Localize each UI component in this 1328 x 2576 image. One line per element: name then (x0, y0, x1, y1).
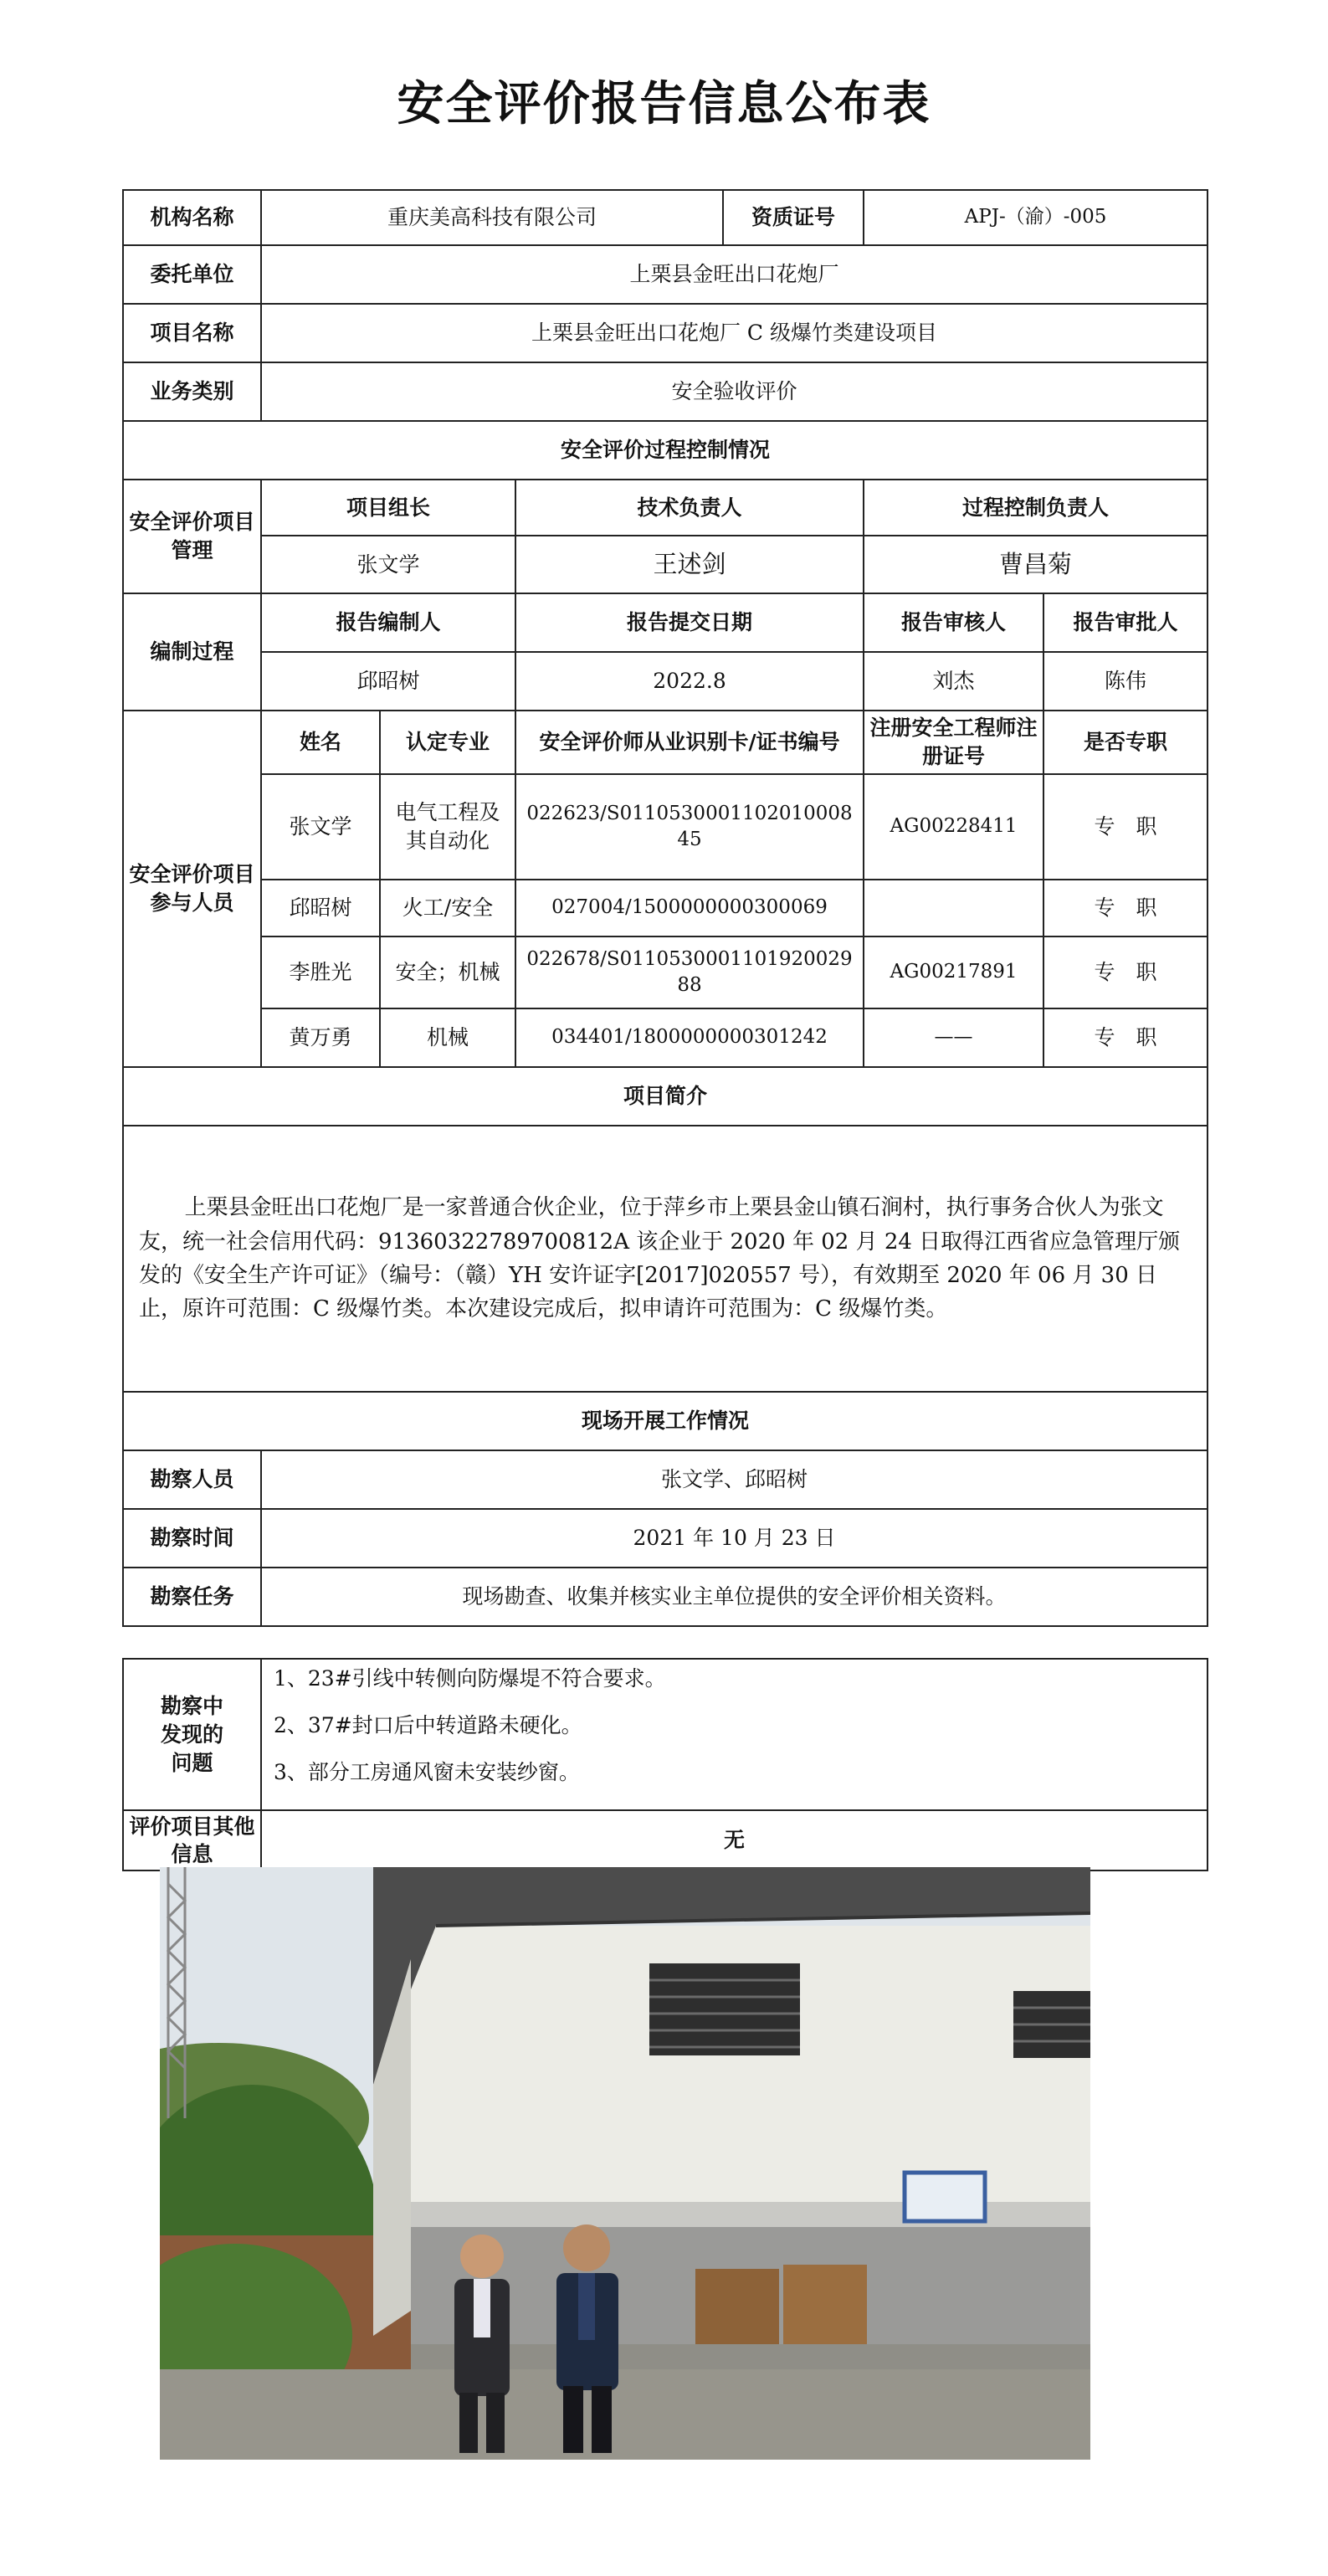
client-label: 委托单位 (123, 245, 261, 304)
table-row (123, 880, 1208, 936)
member-reg: —— (864, 1008, 1043, 1067)
approver: 陈伟 (1043, 652, 1208, 711)
member-reg (864, 880, 1043, 936)
table-row (123, 774, 1208, 880)
other-info-label: 评价项目其他信息 (123, 1810, 261, 1870)
member-fulltime-header: 是否专职 (1043, 711, 1208, 774)
member-name: 黄万勇 (261, 1008, 380, 1067)
member-card: 027004/1500000000300069 (515, 880, 864, 936)
member-reg: AG00217891 (864, 936, 1043, 1008)
member-fulltime: 专 职 (1043, 880, 1208, 936)
intro-section-heading: 项目简介 (123, 1067, 1208, 1126)
table-row (123, 1008, 1208, 1067)
member-name: 李胜光 (261, 936, 380, 1008)
issues-list (261, 1659, 1208, 1810)
member-fulltime: 专 职 (1043, 774, 1208, 880)
member-major: 安全；机械 (380, 936, 515, 1008)
project-name: 上栗县金旺出口花炮厂 C 级爆竹类建设项目 (261, 304, 1208, 362)
issues-label: 勘察中发现的问题 (123, 1659, 261, 1810)
list-item: 3、部分工房通风窗未安装纱窗。 (274, 1759, 580, 1784)
member-major-header: 认定专业 (380, 711, 515, 774)
cert-label: 资质证号 (723, 190, 864, 245)
member-fulltime: 专 职 (1043, 1008, 1208, 1067)
list-item: 2、37#封口后中转道路未硬化。 (274, 1712, 582, 1737)
process-section-heading: 安全评价过程控制情况 (123, 421, 1208, 480)
member-name-header: 姓名 (261, 711, 380, 774)
submit-date-header: 报告提交日期 (515, 593, 864, 652)
org-name: 重庆美高科技有限公司 (261, 190, 723, 245)
approver-header: 报告审批人 (1043, 593, 1208, 652)
project-label: 项目名称 (123, 304, 261, 362)
issues-table (122, 1658, 1208, 1871)
process-control-lead: 曹昌菊 (864, 536, 1208, 593)
member-major: 电气工程及其自动化 (380, 774, 515, 880)
survey-staff: 张文学、邱昭树 (261, 1450, 1208, 1509)
other-info: 无 (261, 1810, 1208, 1870)
member-name: 张文学 (261, 774, 380, 880)
member-reg: AG00228411 (864, 774, 1043, 880)
member-name: 邱昭树 (261, 880, 380, 936)
site-photo (160, 1867, 1090, 2460)
member-card-header: 安全评价师从业识别卡/证书编号 (515, 711, 864, 774)
business-label: 业务类别 (123, 362, 261, 421)
project-intro (123, 1126, 1208, 1392)
business-type: 安全验收评价 (261, 362, 1208, 421)
page-title: 安全评价报告信息公布表 (397, 77, 931, 131)
member-fulltime: 专 职 (1043, 936, 1208, 1008)
survey-time-label: 勘察时间 (123, 1509, 261, 1568)
submit-date: 2022.8 (515, 652, 864, 711)
management-label: 安全评价项目管理 (123, 480, 261, 593)
member-card: 034401/1800000000301242 (515, 1008, 864, 1067)
survey-time: 2021 年 10 月 23 日 (261, 1509, 1208, 1568)
client-name: 上栗县金旺出口花炮厂 (261, 245, 1208, 304)
table-row (123, 936, 1208, 1008)
team-leader: 张文学 (261, 536, 515, 593)
member-major: 火工/安全 (380, 880, 515, 936)
cert-number: APJ-（渝）-005 (864, 190, 1208, 245)
reviewer-header: 报告审核人 (864, 593, 1043, 652)
intro-text: 上栗县金旺出口花炮厂是一家普通合伙企业，位于萍乡市上栗县金山镇石涧村，执行事务合伙人为张文友，统一社会信用代码：91360322789700812A 该企业于 2020 年 02 月 24 日取得江西省应急管理厅颁发的《安全生产许可证》（编号：（赣）YH 安许证字[2017]020557 号），有效期至 2020 年 06 月 30 日止，原许可范围：C 级爆竹类。本次建设完成后，拟申请许可范围为：C 级爆竹类。 (139, 1195, 1181, 1322)
compiler-header: 报告编制人 (261, 593, 515, 652)
list-item: 1、23#引线中转侧向防爆堤不符合要求。 (274, 1666, 666, 1691)
info-table (122, 189, 1208, 1627)
member-card: 022623/S011053000110201000845 (515, 774, 864, 880)
tech-lead: 王述剑 (515, 536, 864, 593)
process-control-header: 过程控制负责人 (864, 480, 1208, 536)
compiler: 邱昭树 (261, 652, 515, 711)
members-label: 安全评价项目参与人员 (123, 711, 261, 1067)
tech-lead-header: 技术负责人 (515, 480, 864, 536)
survey-staff-label: 勘察人员 (123, 1450, 261, 1509)
org-name-label: 机构名称 (123, 190, 261, 245)
team-leader-header: 项目组长 (261, 480, 515, 536)
member-major: 机械 (380, 1008, 515, 1067)
reviewer: 刘杰 (864, 652, 1043, 711)
site-section-heading: 现场开展工作情况 (123, 1392, 1208, 1450)
member-card: 022678/S011053000110192002988 (515, 936, 864, 1008)
survey-task-label: 勘察任务 (123, 1568, 261, 1626)
compile-label: 编制过程 (123, 593, 261, 711)
member-reg-header: 注册安全工程师注册证号 (864, 711, 1043, 774)
survey-task: 现场勘查、收集并核实业主单位提供的安全评价相关资料。 (261, 1568, 1208, 1626)
